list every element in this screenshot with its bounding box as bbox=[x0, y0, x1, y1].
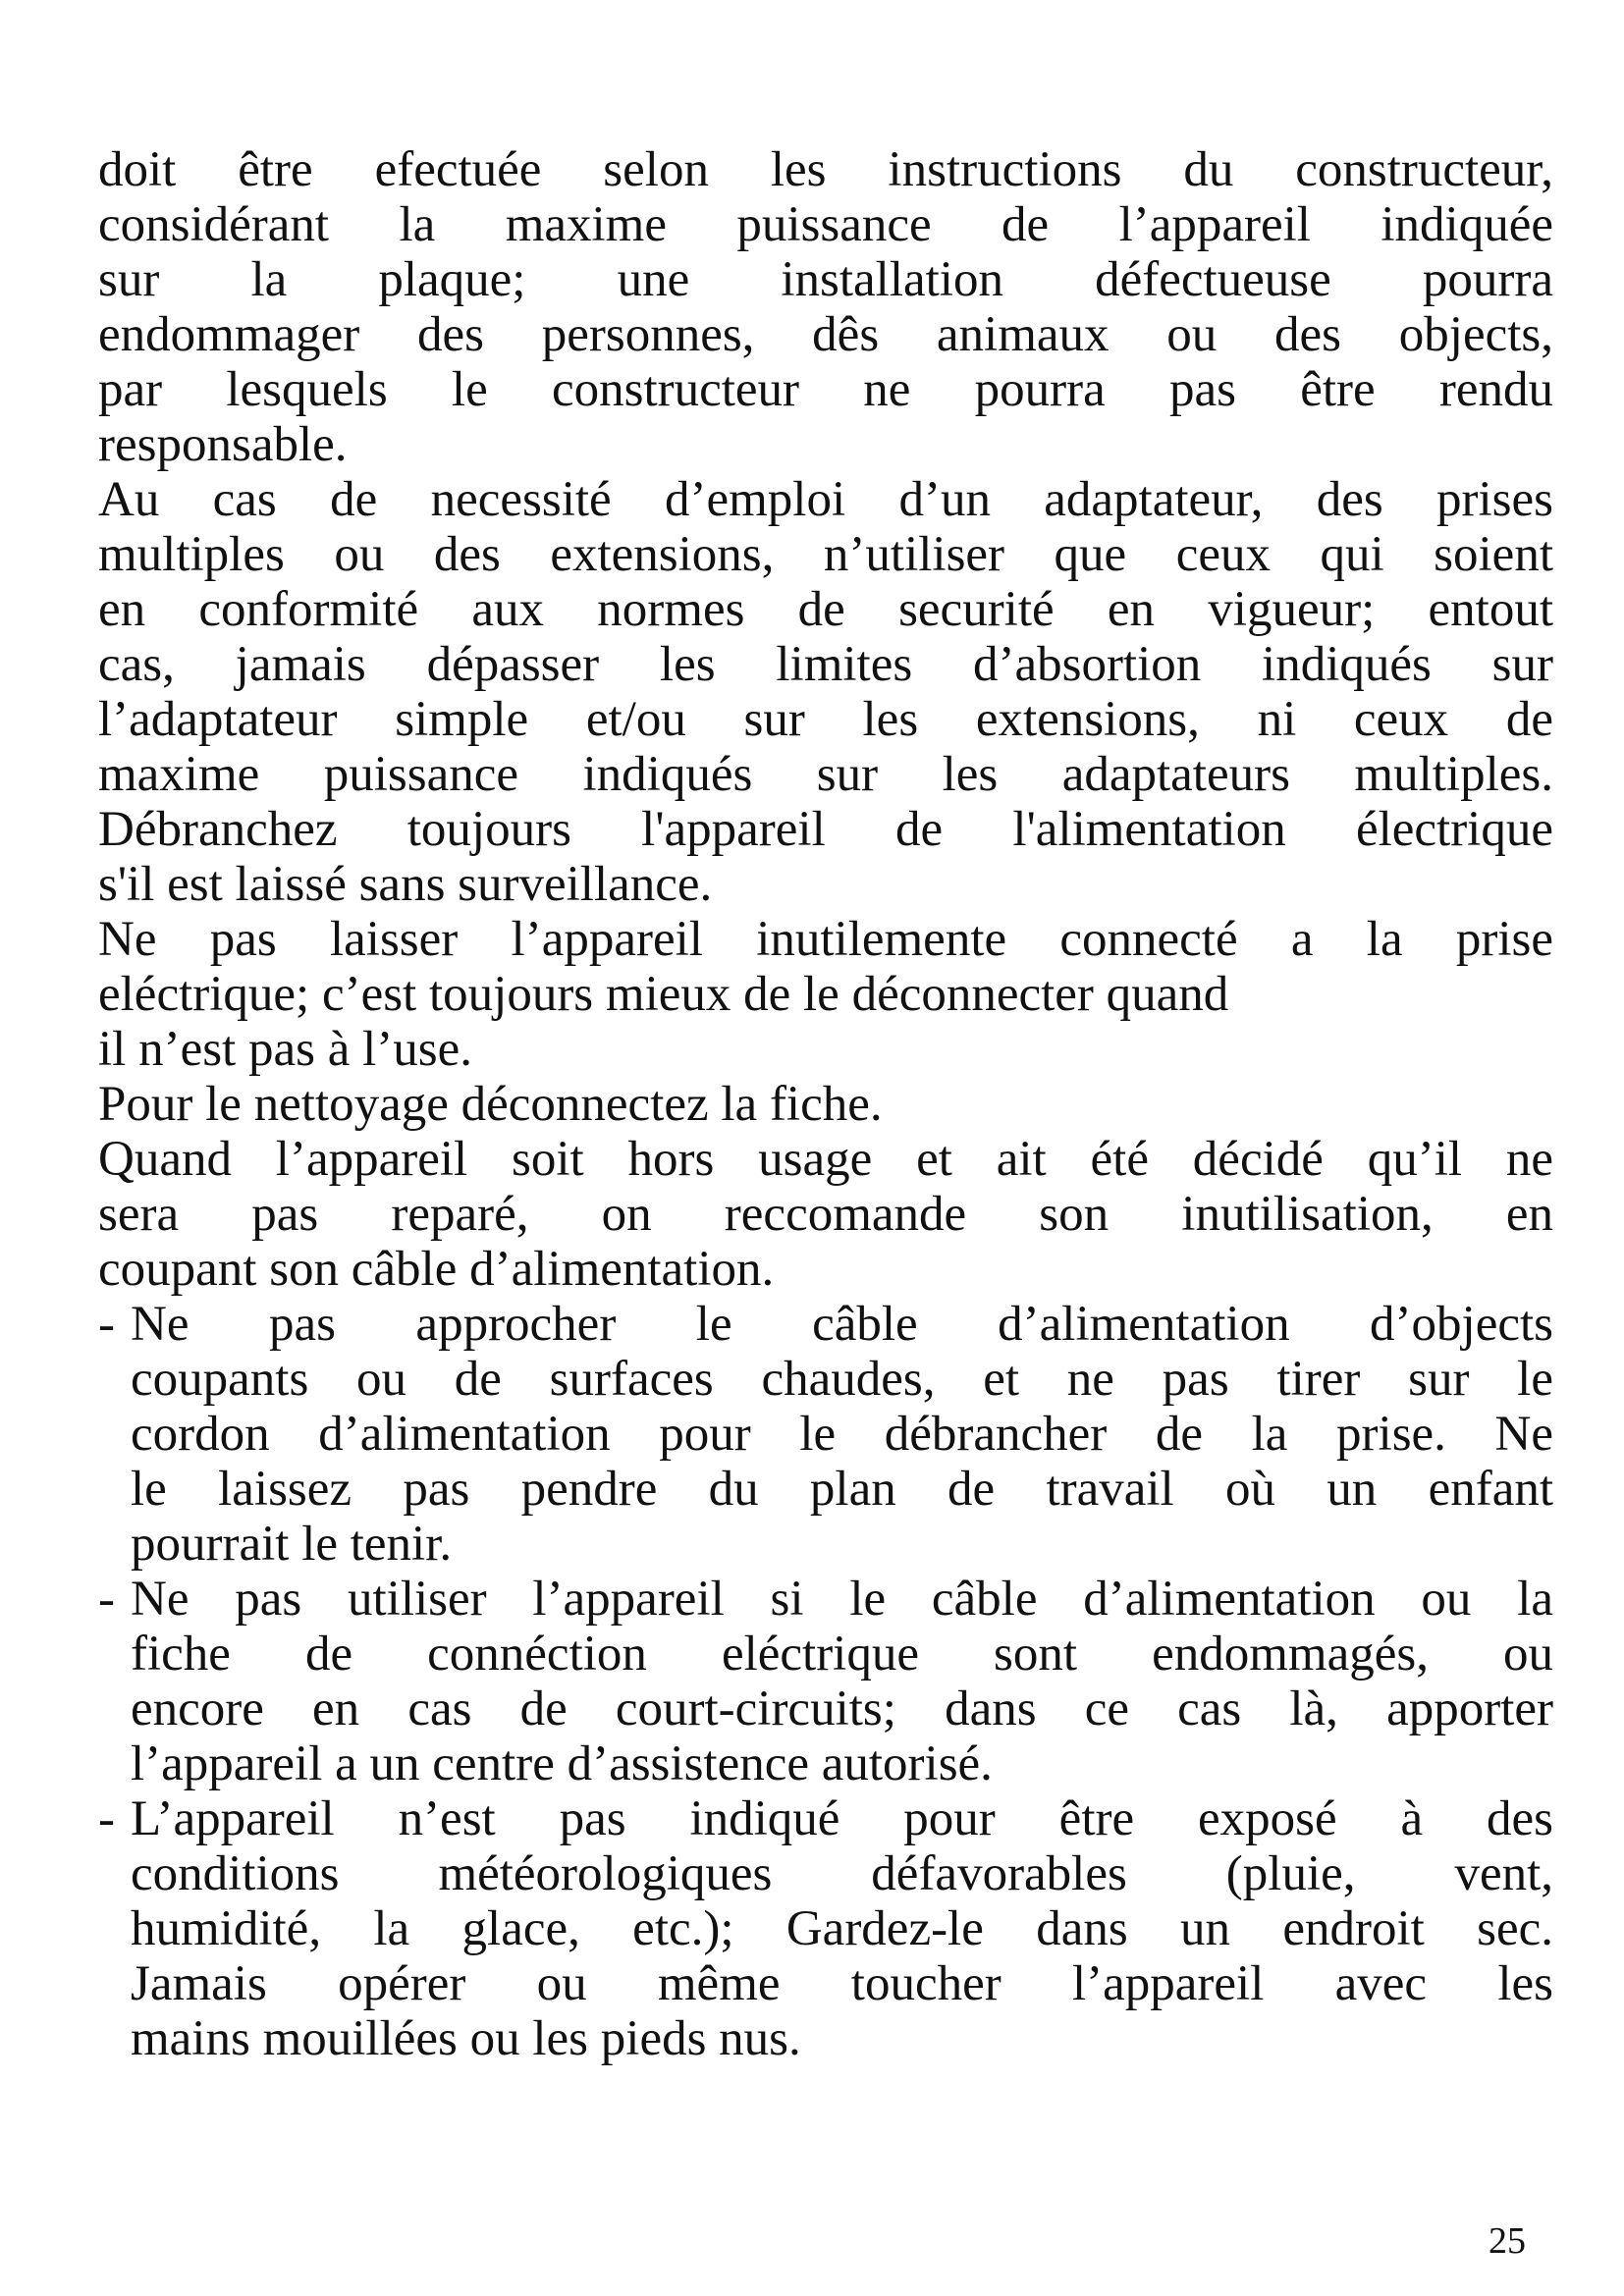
text-line: responsable. bbox=[98, 417, 348, 472]
text-line: humidité, la glace, etc.); Gardez-le dans un endroit sec. bbox=[131, 1901, 1553, 1956]
text-line: Ne pas approcher le câble d’alimentation d’objects bbox=[131, 1297, 1553, 1352]
text-line: Ne pas laisser l’appareil inutilemente connecté a la prise bbox=[98, 912, 1553, 967]
bullet-item-weather bbox=[98, 1791, 1553, 2066]
text-line: eléctrique; c’est toujours mieux de le déconnecter quand bbox=[98, 967, 1229, 1022]
bullet-dash: - bbox=[98, 1297, 115, 1352]
text-line: s'il est laissé sans surveillance. bbox=[98, 857, 713, 912]
paragraph-cleaning bbox=[98, 1077, 1553, 1132]
text-line: il n’est pas à l’use. bbox=[98, 1022, 472, 1077]
document-body bbox=[98, 142, 1553, 2066]
text-line: Quand l’appareil soit hors usage et ait été décidé qu’il ne bbox=[98, 1132, 1553, 1187]
bullet-item-cable bbox=[98, 1297, 1553, 1572]
text-line: considérant la maxime puissance de l’appareil indiquée bbox=[98, 197, 1553, 252]
paragraph-adapter bbox=[98, 472, 1553, 802]
text-line: le laissez pas pendre du plan de travail où un enfant bbox=[131, 1462, 1553, 1517]
text-line: multiples ou des extensions, n’utiliser que ceux qui soient bbox=[98, 527, 1553, 582]
text-line: coupants ou de surfaces chaudes, et ne pas tirer sur le bbox=[131, 1352, 1553, 1407]
text-line: l’adaptateur simple et/ou sur les extensions, ni ceux de bbox=[98, 692, 1553, 747]
text-line: fiche de connéction eléctrique sont endommagés, ou bbox=[131, 1627, 1553, 1682]
paragraph-unplug bbox=[98, 802, 1553, 912]
paragraph-installation bbox=[98, 142, 1553, 472]
text-line: sur la plaque; une installation défectueuse pourra bbox=[98, 252, 1553, 307]
text-line: cas, jamais dépasser les limites d’absortion indiqués sur bbox=[98, 637, 1553, 692]
paragraph-disposal bbox=[98, 1132, 1553, 1297]
text-line: L’appareil n’est pas indiqué pour être exposé à des bbox=[131, 1791, 1553, 1846]
bullet-item-damage bbox=[98, 1572, 1553, 1791]
text-line: doit être efectuée selon les instructions du constructeur, bbox=[98, 142, 1553, 197]
text-line: Pour le nettoyage déconnectez la fiche. bbox=[98, 1077, 883, 1132]
text-line: pourrait le tenir. bbox=[131, 1517, 453, 1572]
bullet-dash: - bbox=[98, 1791, 115, 1846]
text-line: cordon d’alimentation pour le débrancher de la prise. Ne bbox=[131, 1407, 1553, 1462]
text-line: coupant son câble d’alimentation. bbox=[98, 1242, 775, 1297]
page-number: 25 bbox=[1489, 2220, 1526, 2262]
text-line: sera pas reparé, on reccomande son inutilisation, en bbox=[98, 1187, 1553, 1242]
text-line: mains mouillées ou les pieds nus. bbox=[131, 2011, 801, 2066]
text-line: Au cas de necessité d’emploi d’un adaptateur, des prises bbox=[98, 472, 1553, 527]
bullet-dash: - bbox=[98, 1572, 115, 1627]
text-line: Jamais opérer ou même toucher l’appareil avec les bbox=[131, 1956, 1553, 2011]
text-line: en conformité aux normes de securité en vigueur; entout bbox=[98, 582, 1553, 637]
text-line: Débranchez toujours l'appareil de l'alimentation électrique bbox=[98, 802, 1553, 857]
text-line: endommager des personnes, dês animaux ou des objects, bbox=[98, 307, 1553, 362]
text-line: l’appareil a un centre d’assistence autorisé. bbox=[131, 1736, 993, 1791]
text-line: conditions météorologiques défavorables (pluie, vent, bbox=[131, 1846, 1553, 1901]
text-line: maxime puissance indiqués sur les adaptateurs multiples. bbox=[98, 747, 1553, 802]
text-line: Ne pas utiliser l’appareil si le câble d’alimentation ou la bbox=[131, 1572, 1553, 1627]
paragraph-disconnect bbox=[98, 912, 1553, 1077]
text-line: encore en cas de court-circuits; dans ce cas là, apporter bbox=[131, 1682, 1553, 1736]
text-line: par lesquels le constructeur ne pourra pas être rendu bbox=[98, 362, 1553, 417]
